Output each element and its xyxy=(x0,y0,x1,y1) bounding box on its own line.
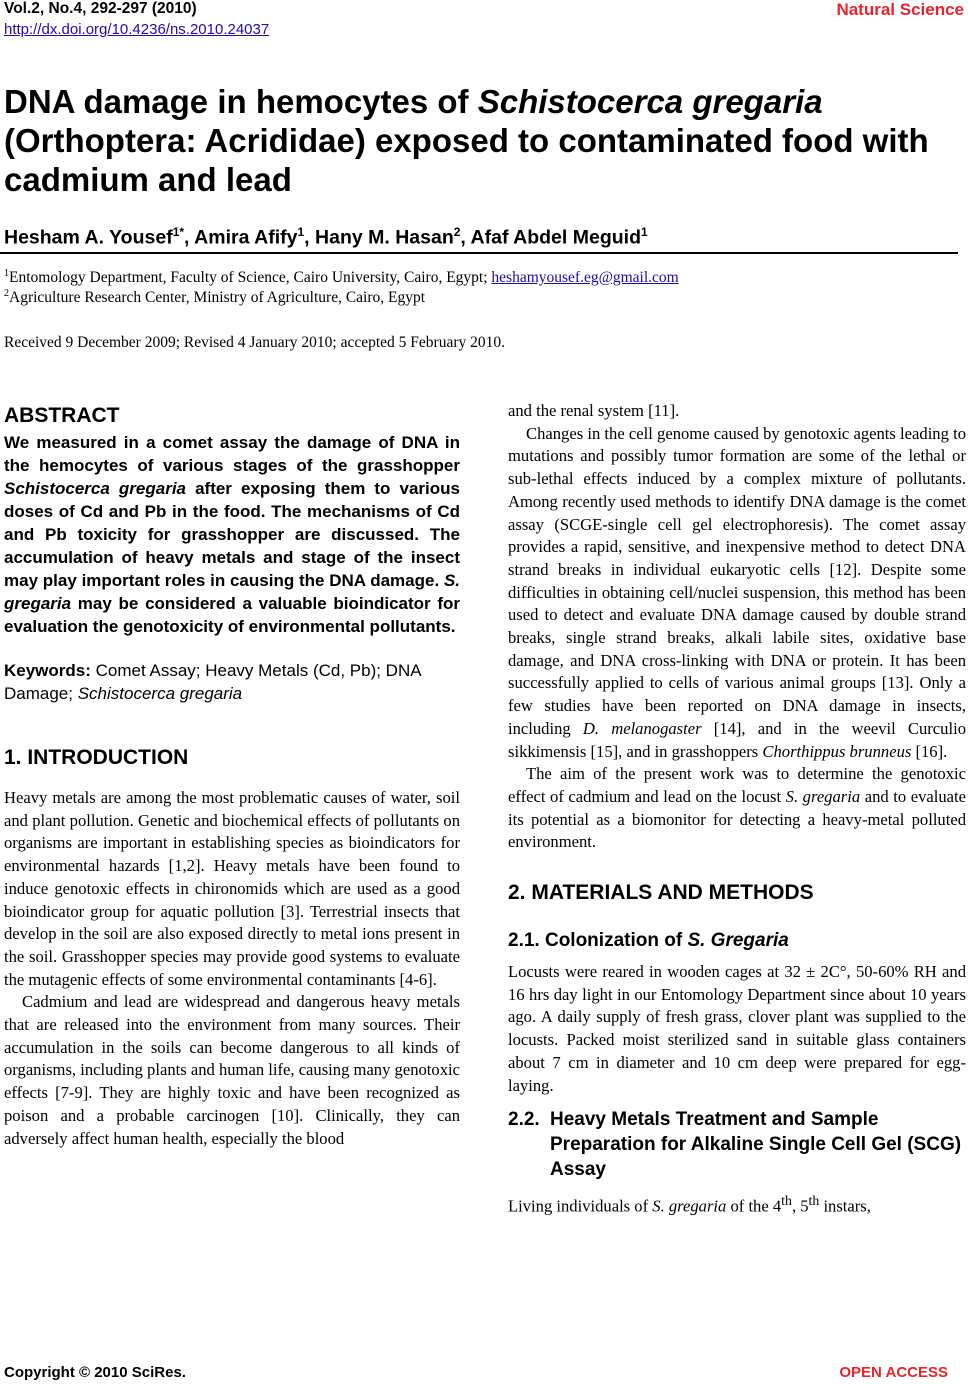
intro-paragraph-2-continued: and the renal system [11]. xyxy=(508,401,680,420)
header-divider xyxy=(0,252,958,254)
subheading-number: 2.2. xyxy=(508,1109,540,1131)
keywords xyxy=(4,659,460,705)
species-name: S. gregaria xyxy=(785,786,861,806)
paragraph-text: [14], and in the weevil Curculio sikkimensis [15], and in grasshoppers xyxy=(508,718,966,761)
abstract-heading: ABSTRACT xyxy=(4,404,120,427)
abstract-text: We measured in a comet assay the damage of DNA in the hemocytes of various stages of the grasshopper xyxy=(4,433,460,475)
received-dates: Received 9 December 2009; Revised 4 January 2010; accepted 5 February 2010. xyxy=(4,334,506,351)
paragraph-text: Living individuals of xyxy=(508,1196,653,1216)
intro-paragraph-3 xyxy=(508,423,966,764)
author-name: Hesham A. Yousef xyxy=(4,226,173,249)
intro-paragraph-2: Cadmium and lead are widespread and dangerous heavy metals that are released into the environment from many sources. Their accumulation in the soils can become dangerous to all kinds of organisms, including plants and human life, causing many genotoxic effects [7-9]. They are highly toxic and have been recognized as poison and a probable carcinogen [10]. Clinically, they can adversely affect human health, especially the blood xyxy=(4,992,460,1148)
author-list xyxy=(4,225,648,250)
title-part-2: (Orthoptera: Acrididae) exposed to contaminated food with cadmium and lead xyxy=(4,122,929,198)
treatment-paragraph xyxy=(508,1190,966,1218)
species-name: Schistocerca gregaria xyxy=(4,479,186,498)
subheading-text: Preparation for Alkaline Single Cell Gel (SCG) Assay xyxy=(550,1134,962,1181)
journal-name: Natural Science xyxy=(836,0,964,19)
paragraph-text: of the 4 xyxy=(726,1196,782,1216)
author-name: Afaf Abdel Meguid xyxy=(470,226,641,249)
author-name: Amira Afify xyxy=(194,226,298,249)
abstract-body xyxy=(4,431,460,638)
methods-heading: 2. MATERIALS AND METHODS xyxy=(508,881,814,905)
abstract-text: after exposing them to various doses of Cd and Pb in the food. The mechanisms of Cd and Pb toxicity for grasshopper are discussed. The accumulation of heavy metals and stage of the insect may play important roles in causing the DNA damage. xyxy=(4,479,460,590)
section-2-2-heading xyxy=(508,1107,966,1182)
left-column xyxy=(4,400,460,1150)
copyright-notice: Copyright © 2010 SciRes. xyxy=(4,1364,186,1381)
paragraph-text: instars, xyxy=(819,1196,871,1216)
introduction-heading: 1. INTRODUCTION xyxy=(4,746,189,769)
title-part-1: DNA damage in hemocytes of xyxy=(4,83,478,120)
email-link[interactable]: heshamyousef.eg@gmail.com xyxy=(491,269,679,287)
author-mark: 1 xyxy=(640,225,648,239)
author-separator: , xyxy=(460,226,471,249)
paper-title xyxy=(4,82,964,199)
author-separator: , xyxy=(304,226,316,249)
species-name: S. gregaria xyxy=(652,1196,727,1216)
affiliation-2 xyxy=(4,288,425,307)
paragraph-text: Changes in the cell genome caused by genotoxic agents leading to mutations and possibly tumor formation are some of the lethal or sub-lethal effects induced by a complex mixture of pollutants. Among recently used methods to identify DNA damage is the comet assay (SCGE-single cell gel electrophoresis). The comet assay provides a rapid, sensitive, and inexpensive method to detect DNA strand breaks in individual eukaryotic cells [12]. Despite some difficulties in obtaining cell/nuclei suspension, this method has been used to detect and evaluate DNA damage caused by double strand breaks, single strand breaks, alkali labile sites, oxidative base damage, and DNA cross-linking with DNA or protein. It has been successfully applied to cells of various animal groups [13]. Only a few studies have been reported on DNA damage in insects, including xyxy=(508,423,966,738)
open-access-label: OPEN ACCESS xyxy=(839,1364,948,1381)
affiliation-1 xyxy=(4,268,679,287)
ordinal-suffix: th xyxy=(808,1193,820,1209)
author-mark: 2 xyxy=(453,225,461,239)
species-name: D. melanogaster xyxy=(582,718,702,738)
paragraph-text: and to evaluate its potential as a biomonitor for detecting a heavy-metal polluted environment. xyxy=(508,786,966,852)
affiliation-text: Entomology Department, Faculty of Science, Cairo University, Cairo, Egypt; xyxy=(9,269,492,287)
affiliation-mark: 2 xyxy=(4,288,9,299)
affiliation-text: Agriculture Research Center, Ministry of Agriculture, Cairo, Egypt xyxy=(9,289,426,307)
author-separator: , xyxy=(184,226,195,249)
section-2-1-heading xyxy=(508,928,966,953)
species-name: Schistocerca gregaria xyxy=(77,684,243,703)
keywords-text: Comet Assay; Heavy Metals (Cd, Pb); DNA Damage; xyxy=(4,661,421,703)
doi-link[interactable]: http://dx.doi.org/10.4236/ns.2010.24037 xyxy=(4,21,270,38)
subheading-text: 2.1. Colonization of xyxy=(508,930,688,952)
colonization-paragraph: Locusts were reared in wooden cages at 32 ± 2C°, 50-60% RH and 16 hrs day light in our Entomology Department since about 10 years ago. A daily supply of fresh grass, clover plant was supplied to the locusts. Packed moist sterilized sand in suitable glass containers about 7 cm in diameter and 10 cm deep were prepared for egg-laying. xyxy=(508,962,966,1095)
author-mark: 1 xyxy=(297,225,305,239)
ordinal-suffix: th xyxy=(781,1193,792,1209)
abstract-text: may be considered a valuable bioindicator for evaluation the genotoxicity of environmental pollutants. xyxy=(4,594,460,636)
author-mark: 1* xyxy=(172,225,185,239)
paragraph-text: [16]. xyxy=(911,741,948,761)
species-name: S. Gregaria xyxy=(687,930,789,952)
journal-citation: Vol.2, No.4, 292-297 (2010) xyxy=(4,0,197,17)
title-species: Schistocerca gregaria xyxy=(477,83,823,120)
keywords-label: Keywords: xyxy=(4,661,91,680)
paragraph-text: , 5 xyxy=(791,1196,809,1216)
subheading-text: Heavy Metals Treatment and Sample xyxy=(550,1109,879,1131)
paragraph-text: The aim of the present work was to determine the genotoxic effect of cadmium and lead on the locust xyxy=(508,764,966,806)
species-name: S. gregaria xyxy=(4,571,460,613)
author-name: Hany M. Hasan xyxy=(315,226,454,249)
affiliation-mark: 1 xyxy=(4,268,9,279)
intro-paragraph-1: Heavy metals are among the most problematic causes of water, soil and plant pollution. Genetic and biochemical effects of pollutants on organisms are important in establishing species as bioindicators for environmental hazards [1,2]. Heavy metals have been found to induce genotoxic effects in chironomids which are used as a good bioindicator group for aquatic pollution [3]. Terrestrial insects that develop in the soil are also exposed directly to metal ions present in the soil. Grasshopper species may provide good systems to evaluate the mutagenic effects of some environmental contaminants [4-6]. xyxy=(4,788,460,989)
species-name: Chorthippus brunneus xyxy=(762,741,912,761)
right-column xyxy=(508,400,966,1219)
intro-paragraph-4 xyxy=(508,763,966,854)
